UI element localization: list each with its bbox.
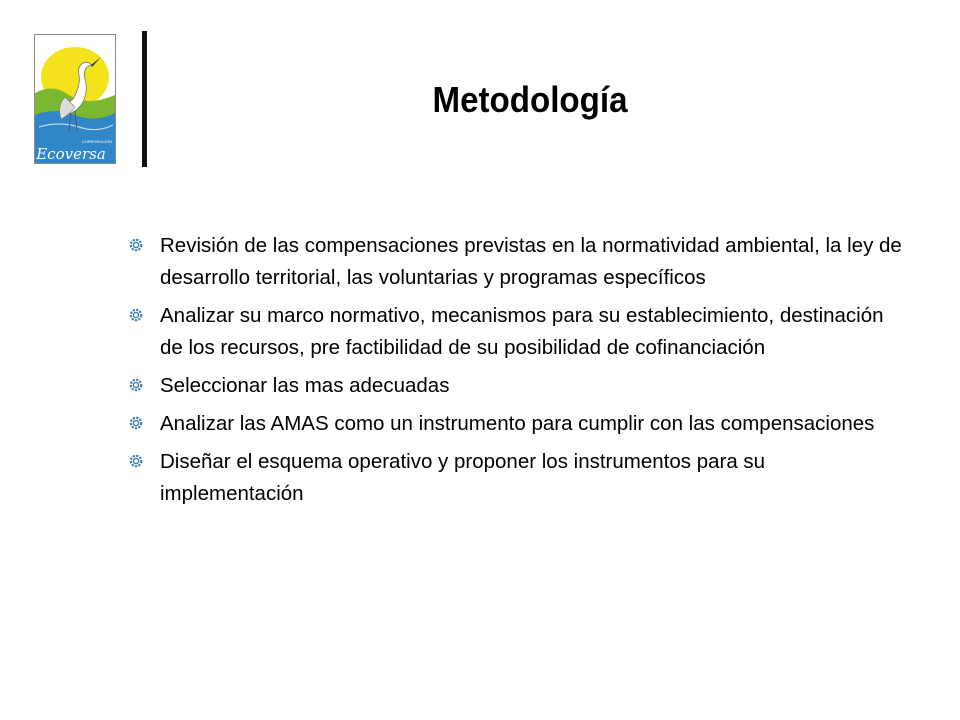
list-item — [128, 446, 908, 510]
logo-org-name: Ecoversa — [36, 145, 106, 163]
list-item — [128, 230, 908, 294]
logo-org-small: CORPORACIÓN — [81, 139, 113, 144]
bullet-text: Analizar las AMAS como un instrumento para cumplir con las compensaciones — [160, 412, 875, 435]
list-item — [128, 408, 908, 440]
bullet-text: Seleccionar las mas adecuadas — [160, 374, 450, 397]
gear-bullet-icon — [128, 307, 144, 323]
slide-title: Metodología — [432, 79, 628, 120]
gear-bullet-icon — [128, 237, 144, 253]
gear-bullet-icon — [128, 377, 144, 393]
title-divider — [142, 31, 147, 167]
bullet-list — [128, 230, 908, 516]
list-item — [128, 300, 908, 364]
ecoversa-logo — [34, 34, 116, 164]
list-item — [128, 370, 908, 402]
bullet-text: Revisión de las compensaciones previstas en la normatividad ambiental, la ley de desarrollo territorial, las voluntarias y programas específicos — [160, 234, 902, 289]
bullet-text: Diseñar el esquema operativo y proponer los instrumentos para su implementación — [160, 450, 766, 505]
gear-bullet-icon — [128, 415, 144, 431]
bullet-text: Analizar su marco normativo, mecanismos para su establecimiento, destinación de los recursos, pre factibilidad de su posibilidad de cofinanciación — [160, 304, 884, 359]
gear-bullet-icon — [128, 453, 144, 469]
